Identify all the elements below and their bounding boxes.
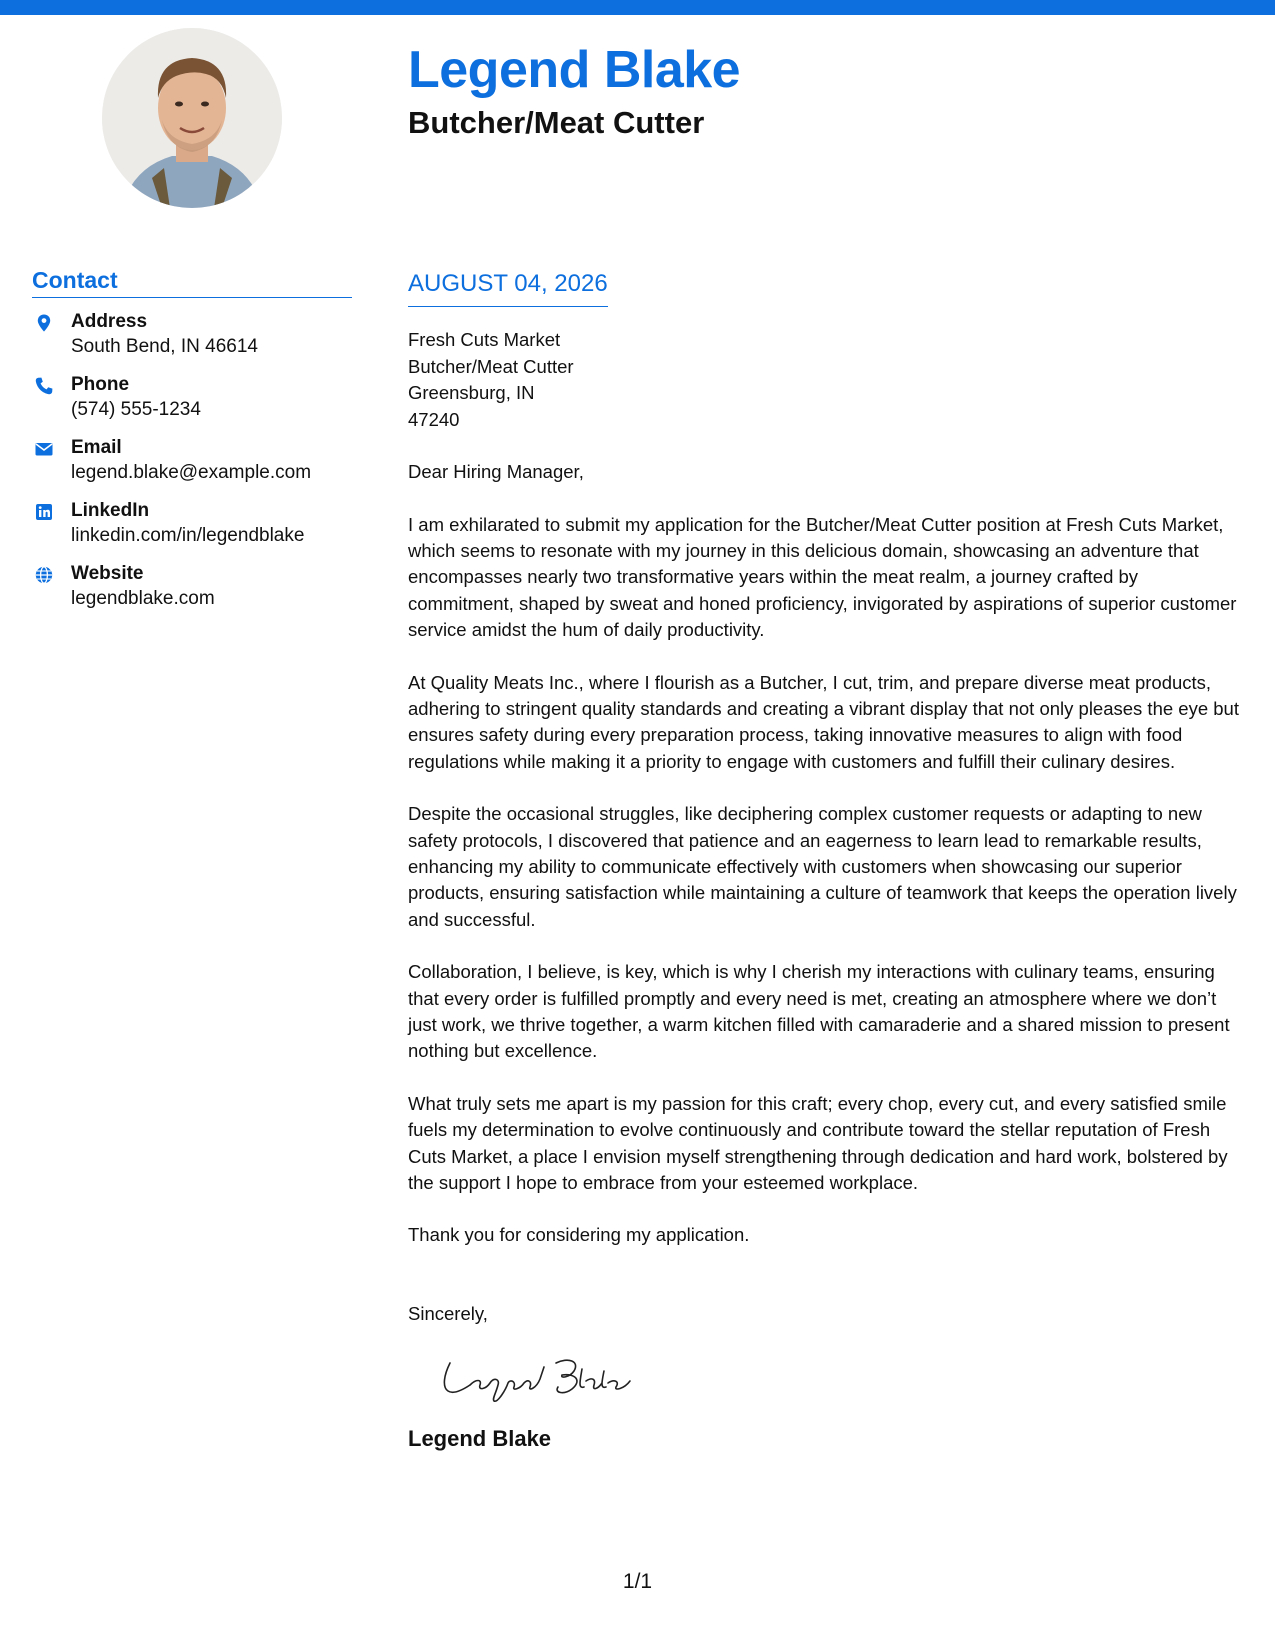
globe-icon xyxy=(34,565,54,585)
contact-sidebar xyxy=(32,266,352,625)
envelope-icon xyxy=(34,439,54,459)
contact-label: Address xyxy=(71,311,148,332)
signer-name: Legend Blake xyxy=(408,1425,552,1451)
contact-item-address xyxy=(32,310,352,373)
contact-label: Phone xyxy=(71,374,130,395)
letter-date: AUGUST 04, 2026 xyxy=(408,268,608,307)
contact-item-phone xyxy=(32,373,352,436)
recipient-company: Fresh Cuts Market xyxy=(408,329,561,350)
paragraph-collaboration: Collaboration, I believe, is key, which is why I cherish my interactions with culinary teams, ensuring that every order is fulfilled promptly and every need is met, creating an atmosphere where we don’t just work, we thrive together, a warm kitchen filled with camaraderie and a shared mission to present nothing but excellence. xyxy=(408,961,1230,1062)
recipient-position: Butcher/Meat Cutter xyxy=(408,355,574,377)
profile-photo-icon xyxy=(102,28,282,208)
contact-item-email xyxy=(32,436,352,499)
job-title: Butcher/Meat Cutter xyxy=(408,105,705,140)
contact-label: Email xyxy=(71,437,122,458)
recipient-city: Greensburg, IN xyxy=(408,382,535,403)
email-value[interactable]: legend.blake@example.com xyxy=(71,462,312,483)
recipient-zip: 47240 xyxy=(408,408,460,430)
phone-value: (574) 555-1234 xyxy=(71,399,201,420)
paragraph-challenges: Despite the occasional struggles, like deciphering complex customer requests or adapting to new safety protocols, I discovered that patience and an eagerness to learn lead to remarkable results, enhancing my ability to communicate effectively with customers when showcasing our superior products, ensuring satisfaction while maintaining a culture of teamwork that keeps the operation lively and successful. xyxy=(408,803,1237,930)
paragraph-passion: What truly sets me apart is my passion for this craft; every chop, every cut, and every satisfied smile fuels my determination to evolve continuously and contribute toward the stellar reputation of Fresh Cuts Market, a place I envision myself strengthening through dedication and hard work, bolstered by the support I hope to embrace from your esteemed workplace. xyxy=(408,1092,1228,1194)
handwritten-signature xyxy=(436,1349,646,1403)
recipient-block xyxy=(408,327,1248,433)
linkedin-icon xyxy=(34,502,54,522)
paragraph-thanks: Thank you for considering my application. xyxy=(408,1224,750,1246)
contact-label: Website xyxy=(71,563,144,584)
closing: Sincerely, xyxy=(408,1302,488,1324)
letter-body xyxy=(408,268,1248,1453)
location-pin-icon xyxy=(34,313,54,333)
linkedin-value[interactable]: linkedin.com/in/legendblake xyxy=(71,525,305,546)
phone-icon xyxy=(34,376,54,396)
address-value: South Bend, IN 46614 xyxy=(71,336,258,357)
contact-item-linkedin xyxy=(32,499,352,562)
applicant-name: Legend Blake xyxy=(408,41,741,99)
contact-list xyxy=(32,310,352,625)
contact-item-website xyxy=(32,562,352,625)
top-accent-bar xyxy=(0,0,1275,15)
salutation: Dear Hiring Manager, xyxy=(408,461,584,482)
contact-heading: Contact xyxy=(32,266,352,298)
contact-label: LinkedIn xyxy=(71,500,150,521)
signature-icon xyxy=(436,1349,646,1403)
paragraph-intro: I am exhilarated to submit my application for the Butcher/Meat Cutter position at Fresh Cuts Market, which seems to resonate with my journey in this delicious domain, showcasing an adventure that encompasses nearly two transformative years within the meat realm, a journey crafted by commitment, shaped by sweat and honed proficiency, invigorated by aspirations of superior customer service amidst the hum of daily productivity. xyxy=(408,513,1237,641)
avatar xyxy=(102,28,282,208)
page-number: 1/1 xyxy=(622,1570,653,1593)
paragraph-experience: At Quality Meats Inc., where I flourish as a Butcher, I cut, trim, and prepare diverse meat products, adhering to stringent quality standards and creating a vibrant display that not only pleases the eye but ensures safety during every preparation process, taking innovative measures to align with food regulations while making it a priority to engage with customers and fulfill their culinary desires. xyxy=(408,671,1239,772)
website-value[interactable]: legendblake.com xyxy=(71,588,215,609)
